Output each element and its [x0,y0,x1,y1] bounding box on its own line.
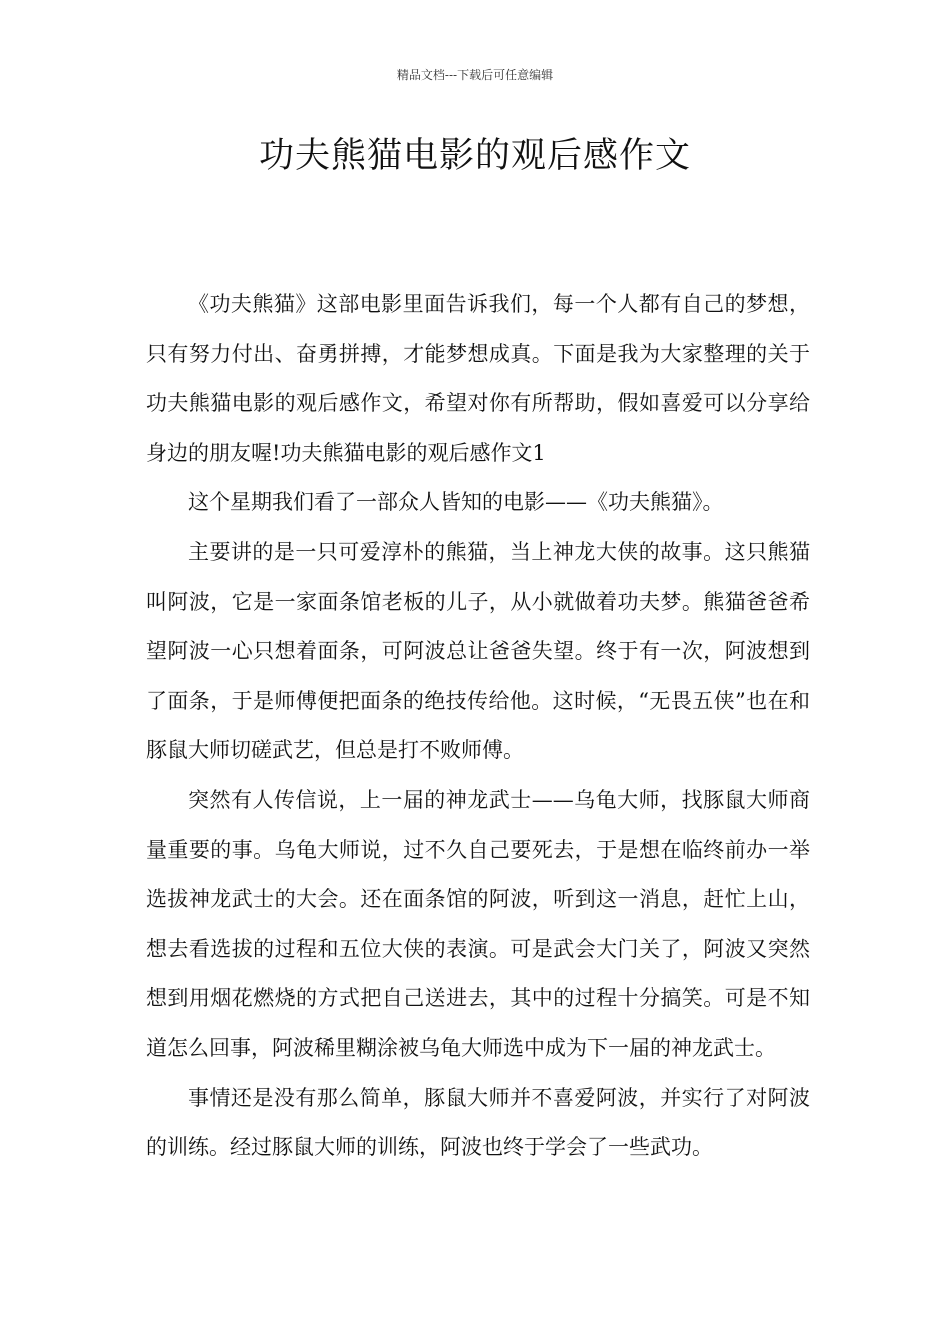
paragraph: 事情还是没有那么简单，豚鼠大师并不喜爱阿波，并实行了对阿波的训练。经过豚鼠大师的训练，阿波也终于学会了一些武功。 [146,1085,810,1160]
page-header: 精品文档---下载后可任意编辑 [396,68,554,82]
paragraph: 这个星期我们看了一部众人皆知的电影——《功夫熊猫》。 [188,490,724,515]
paragraph: 主要讲的是一只可爱淳朴的熊猫，当上神龙大侠的故事。这只熊猫叫阿波，它是一家面条馆老板的儿子，从小就做着功夫梦。熊猫爸爸希望阿波一心只想着面条，可阿波总让爸爸失望。终于有一次，阿波想到了面条，于是师傅便把面条的绝技传给他。这时候，“无畏五侠”也在和豚鼠大师切磋武艺，但总是打不败师傅。 [146,539,810,763]
document-body [146,280,810,1173]
paragraph: 突然有人传信说，上一届的神龙武士——乌龟大师，找豚鼠大师商量重要的事。乌龟大师说，过不久自己要死去，于是想在临终前办一举选拔神龙武士的大会。还在面条馆的阿波，听到这一消息，赶忙上山，想去看选拔的过程和五位大侠的表演。可是武会大门关了，阿波又突然想到用烟花燃烧的方式把自己送进去，其中的过程十分搞笑。可是不知道怎么回事，阿波稀里糊涂被乌龟大师选中成为下一届的神龙武士。 [146,787,810,1060]
document-title: 功夫熊猫电影的观后感作文 [258,136,691,176]
paragraph: 《功夫熊猫》这部电影里面告诉我们，每一个人都有自己的梦想，只有努力付出、奋勇拼搏，才能梦想成真。下面是我为大家整理的关于功夫熊猫电影的观后感作文，希望对你有所帮助，假如喜爱可以分享给身边的朋友喔!功夫熊猫电影的观后感作文1 [146,292,810,465]
